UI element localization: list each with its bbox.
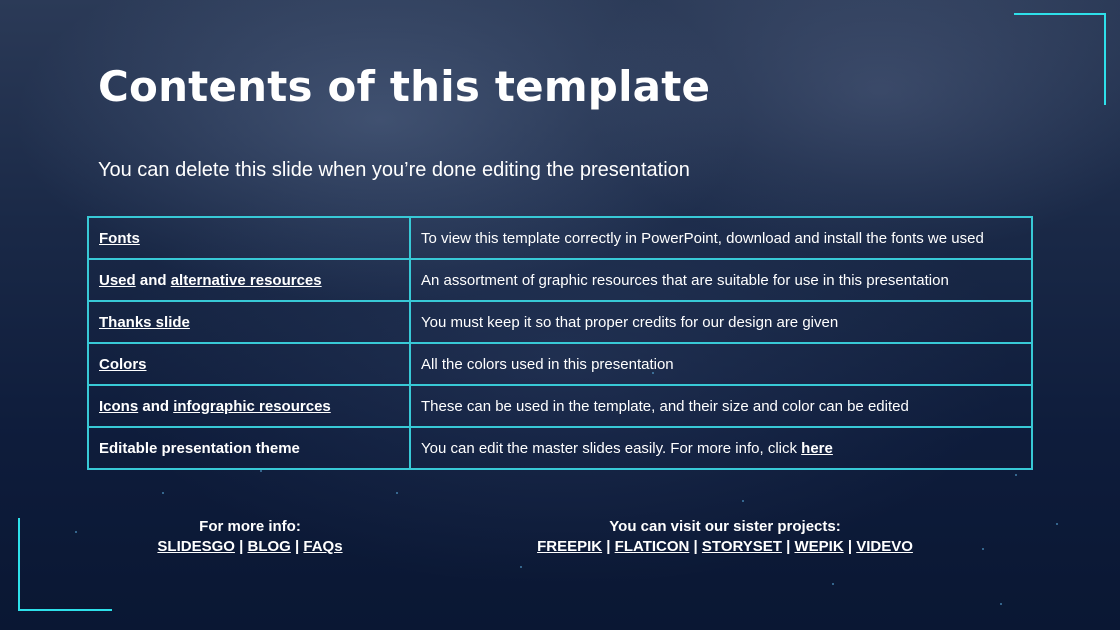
page-title: Contents of this template: [98, 62, 711, 111]
footer-sister-projects-heading: You can visit our sister projects:: [609, 518, 841, 535]
table-cell-label: [88, 217, 410, 259]
videvo-link[interactable]: VIDEVO: [856, 538, 913, 555]
link-separator: |: [290, 538, 304, 555]
table-row: [88, 385, 1032, 427]
table-cell-description: [410, 427, 1032, 469]
footer-sister-projects: [505, 517, 945, 557]
thanks-slide-link[interactable]: Thanks slide: [99, 313, 190, 331]
flaticon-link[interactable]: FLATICON: [614, 538, 690, 555]
faqs-link[interactable]: FAQs: [303, 538, 343, 555]
table-cell-label: [88, 385, 410, 427]
page-subtitle: You can delete this slide when you’re done editing the presentation: [98, 159, 690, 181]
footer-more-info-links: [150, 537, 350, 557]
table-cell-label: [88, 301, 410, 343]
table-row: [88, 301, 1032, 343]
colors-link[interactable]: Colors: [99, 355, 147, 373]
table-cell-label: [88, 343, 410, 385]
slidesgo-link[interactable]: SLIDESGO: [157, 538, 235, 555]
row-label-joiner: and: [135, 271, 171, 289]
row-label-joiner: and: [138, 397, 174, 415]
table-row: [88, 259, 1032, 301]
storyset-link[interactable]: STORYSET: [701, 538, 782, 555]
table-row: [88, 217, 1032, 259]
corner-decoration-bottom-left: [18, 518, 112, 611]
table-cell-description: These can be used in the template, and their size and color can be edited: [410, 385, 1032, 427]
wepik-link[interactable]: WEPIK: [794, 538, 844, 555]
row-description-text: You can edit the master slides easily. For more info, click: [421, 439, 802, 457]
link-separator: |: [234, 538, 248, 555]
infographic-resources-link[interactable]: infographic resources: [173, 397, 331, 415]
link-separator: |: [602, 538, 615, 555]
icons-link[interactable]: Icons: [99, 397, 139, 415]
link-separator: |: [689, 538, 702, 555]
table-row: [88, 343, 1032, 385]
used-resources-link[interactable]: Used: [99, 271, 136, 289]
link-separator: |: [843, 538, 857, 555]
blog-link[interactable]: BLOG: [247, 538, 291, 555]
here-link[interactable]: here: [801, 439, 833, 457]
link-separator: |: [781, 538, 795, 555]
footer-more-info-heading: For more info:: [199, 518, 301, 535]
table-cell-label: [88, 259, 410, 301]
table-cell-description: An assortment of graphic resources that are suitable for use in this presentation: [410, 259, 1032, 301]
footer-more-info: [150, 517, 350, 557]
table-cell-description: To view this template correctly in PowerPoint, download and install the fonts we used: [410, 217, 1032, 259]
table-cell-description: You must keep it so that proper credits for our design are given: [410, 301, 1032, 343]
corner-decoration-top-right: [1014, 13, 1106, 105]
table-row: [88, 427, 1032, 469]
fonts-link[interactable]: Fonts: [99, 229, 140, 247]
table-cell-description: All the colors used in this presentation: [410, 343, 1032, 385]
footer-sister-projects-links: [505, 537, 945, 557]
alternative-resources-link[interactable]: alternative resources: [170, 271, 322, 289]
contents-table: [87, 216, 1033, 470]
table-cell-label: Editable presentation theme: [88, 427, 410, 469]
freepik-link[interactable]: FREEPIK: [537, 538, 603, 555]
